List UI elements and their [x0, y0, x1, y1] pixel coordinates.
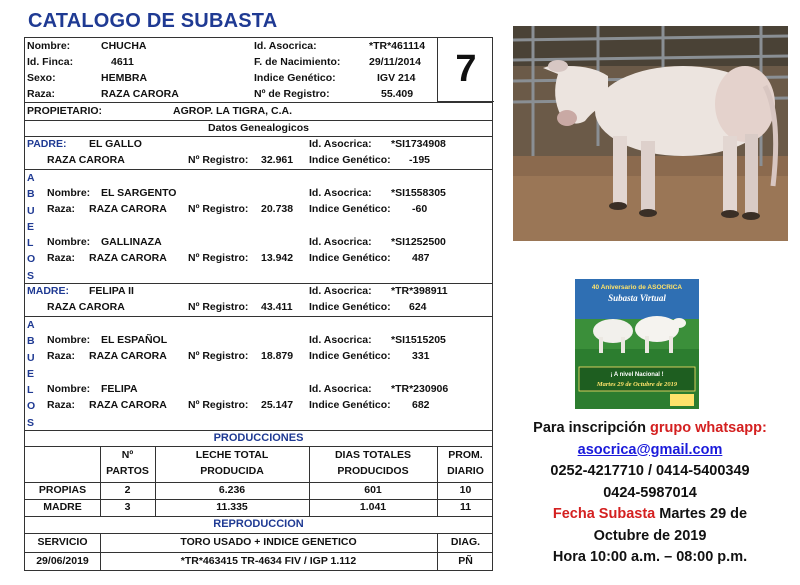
grupo-whatsapp-text: grupo whatsapp:: [650, 420, 767, 436]
fecha-label: Fecha Subasta: [552, 506, 656, 522]
animal-registro: 55.409: [381, 88, 414, 100]
poster-line3: ¡ A nivel Nacional !: [610, 372, 664, 378]
propietario-value: AGROP. LA TIGRA, C.A.: [173, 105, 293, 117]
reproduccion-servicio: 29/06/2019: [36, 555, 89, 567]
reproduccion-title: REPRODUCCION: [213, 518, 304, 530]
abuelo-paterno-2-asocrica: *SI1252500: [391, 236, 446, 248]
registro-label: Nº de Registro:: [254, 88, 330, 100]
cow-photo: [513, 26, 788, 241]
madre-asocrica: *TR*398911: [391, 285, 448, 297]
reproduccion-diag: PÑ: [458, 555, 473, 567]
hora-line: Hora 10:00 a.m. – 08:00 p.m.: [552, 549, 748, 565]
madre-registro: 43.411: [261, 301, 293, 313]
animal-row-4: [25, 86, 492, 102]
padre-row-2: [25, 152, 492, 168]
animal-genetico: IGV 214: [377, 72, 416, 84]
abuelo-paterno-2-row-1: Nombre: GALLINAZA Id. Asocrica: *SI1252500: [47, 236, 446, 248]
catalog-title: CATALOGO DE SUBASTA: [28, 10, 278, 32]
animal-nacimiento: 29/11/2014: [369, 56, 421, 68]
abuelo-paterno-1-row-2: Raza: RAZA CARORA Nº Registro: 20.738 Indice Genético: -60: [47, 203, 428, 215]
asocrica-label: Id. Asocrica:: [254, 40, 317, 52]
padre-label: PADRE:: [27, 138, 67, 150]
propietario-label: PROPIETARIO:: [27, 105, 103, 117]
nombre-label: Nombre:: [27, 40, 71, 52]
animal-name: CHUCHA: [101, 40, 147, 52]
fecha-line-2: Octubre de 2019: [593, 527, 707, 544]
abuelo-materno-1-asocrica: *SI1515205: [391, 334, 446, 346]
madre-raza: RAZA CARORA: [47, 301, 125, 313]
animal-sexo: HEMBRA: [101, 72, 148, 84]
sexo-label: Sexo:: [27, 72, 56, 84]
animal-row-1: [25, 38, 492, 54]
padre-raza: RAZA CARORA: [47, 154, 125, 166]
padre-asocrica-label: Id. Asocrica:: [309, 138, 372, 150]
poster-line4: Martes 29 de Octubre de 2019: [596, 381, 678, 388]
nacimiento-label: F. de Nacimiento:: [254, 56, 341, 68]
genealogy-title: Datos Genealogicos: [208, 122, 309, 134]
abuelos-paternos-letters: A B U E L O S: [27, 172, 36, 282]
padre-registro-label: Nº Registro:: [188, 154, 249, 166]
catalog-sheet: 7 Nombre: CHUCHA Id. Asocrica: *TR*461114 Id. Finca: 4611 F. de Nacimiento: 29/11/2014 Sexo: HEMBRA Indice Genético: IGV 214 Raza: RAZA CARORA Nº de Registro: 55.409 PROPIETARIO: AGROP. LA TIGRA, C.A. Datos Genealogicos PADRE: EL GALLO Id. Asocrica: *SI1734908 RAZA CARORA Nº Registro: 32.961 Indice Genético: -195 A B U E L O S Nombre: EL SARGENTO Id. Asocrica: *SI1558305 Raza: RAZA CARORA Nº Registro: 20.738 Indice Genético: -60 Nombre: GALLINAZA Id. Asocrica: *SI1252500 Raza: RAZA CARORA Nº Registro: 13.942 Indice Genético: 487 MADRE: FELIPA II Id. Asocrica: *TR*398911 RAZA CARORA Nº Registro: 43.411 Indice Genético: 624 A B U E L O S Nombre: EL ESPAÑOL Id. Asocrica: *SI1515205 Raza: RAZA CARORA Nº Registro: 18.879 Indice Genético: 331 Nombre: FELIPA Id. Asocrica: *TR*230906 Raza: RAZA CARORA Nº Registro: 25.147 Indice Genético: 682 PRODUCCIONES Nº PARTOS LECHE TOTAL PRODUCIDA DIAS TOTALES PRODUCIDOS PROM. DIARIO PROPIAS 2 6.236 601 10 MADRE 3 11.335 1.041 11 REPRODUCCION SERVICIO TORO USADO + INDICE GENETICO DIAG. 29/06/2019 *TR*463415 TR-4634 FIV / IGP 1.112 PÑ: [24, 37, 493, 571]
abuelo-paterno-2-registro: 13.942: [261, 252, 294, 264]
lot-number: 7: [437, 38, 494, 102]
animal-row-3: [25, 70, 492, 86]
abuelo-materno-2-asocrica: *TR*230906: [391, 383, 449, 395]
padre-registro: 32.961: [261, 154, 294, 166]
inscripcion-text: Para inscripción: [533, 420, 646, 436]
animal-asocrica: *TR*461114: [369, 40, 426, 52]
abuelo-materno-1-row-2: Raza: RAZA CARORA Nº Registro: 18.879 Indice Genético: 331: [47, 350, 430, 362]
email-link[interactable]: asocrica@gmail.com: [577, 441, 723, 458]
abuelo-materno-2-raza: RAZA CARORA: [89, 399, 167, 411]
fecha-value-1: Martes 29 de: [659, 506, 748, 522]
abuelo-paterno-1-name: EL SARGENTO: [101, 187, 177, 199]
abuelo-paterno-2-row-2: Raza: RAZA CARORA Nº Registro: 13.942 Indice Genético: 487: [47, 252, 430, 264]
madre-row-1: MADRE: FELIPA II Id. Asocrica: *TR*398911: [27, 285, 448, 297]
genetico-label: Indice Genético:: [254, 72, 336, 84]
madre-name: FELIPA II: [89, 285, 134, 297]
fecha-line: [500, 504, 800, 526]
padre-genetico-label: Indice Genético:: [309, 154, 391, 166]
abuelo-materno-2-row-1: Nombre: FELIPA Id. Asocrica: *TR*230906: [47, 383, 449, 395]
abuelo-materno-1-raza: RAZA CARORA: [89, 350, 167, 362]
abuelo-materno-1-registro: 18.879: [261, 350, 294, 362]
poster-line2: Subasta Virtual: [608, 293, 666, 303]
poster-line1: 40 Aniversario de ASOCRICA: [591, 284, 683, 291]
abuelo-materno-2-row-2: Raza: RAZA CARORA Nº Registro: 25.147 Indice Genético: 682: [47, 399, 430, 411]
abuelo-paterno-2-genetico: 487: [412, 252, 430, 264]
padre-name: EL GALLO: [89, 138, 142, 150]
auction-poster: [575, 279, 699, 409]
reproduccion-toro: *TR*463415 TR-4634 FIV / IGP 1.112: [180, 555, 357, 567]
phone-line-1: 0252-4217710 / 0414-5400349: [550, 463, 750, 479]
madre-label: MADRE:: [27, 285, 69, 297]
phone-line-2: 0424-5987014: [603, 484, 697, 501]
animal-row-2: [25, 54, 492, 70]
abuelo-paterno-2-name: GALLINAZA: [101, 236, 162, 248]
finca-label: Id. Finca:: [27, 56, 74, 68]
padre-asocrica: *SI1734908: [391, 138, 446, 150]
madre-row-2: RAZA CARORA Nº Registro: 43.411 Indice Genético: 624: [47, 301, 427, 313]
raza-label: Raza:: [27, 88, 56, 100]
abuelo-paterno-1-registro: 20.738: [261, 203, 294, 215]
padre-genetico: -195: [409, 154, 431, 166]
contact-info: [500, 418, 800, 569]
abuelo-paterno-2-raza: RAZA CARORA: [89, 252, 167, 264]
padre-row-1: [25, 136, 492, 152]
abuelo-materno-1-name: EL ESPAÑOL: [101, 334, 168, 346]
abuelo-paterno-1-genetico: -60: [412, 203, 428, 215]
abuelo-paterno-1-raza: RAZA CARORA: [89, 203, 167, 215]
inscripcion-line: [500, 418, 800, 440]
producciones-title: PRODUCCIONES: [213, 432, 304, 444]
abuelo-materno-2-registro: 25.147: [261, 399, 294, 411]
madre-genetico: 624: [409, 301, 427, 313]
abuelo-paterno-1-asocrica: *SI1558305: [391, 187, 446, 199]
abuelo-materno-2-name: FELIPA: [101, 383, 138, 395]
abuelo-materno-1-genetico: 331: [412, 350, 430, 362]
animal-raza: RAZA CARORA: [101, 88, 179, 100]
animal-finca: 4611: [111, 56, 134, 68]
abuelos-maternos-letters: A B U E L O S: [27, 319, 36, 429]
propietario-row: [25, 103, 492, 119]
abuelo-materno-2-genetico: 682: [412, 399, 430, 411]
abuelo-paterno-1-row-1: Nombre: EL SARGENTO Id. Asocrica: *SI1558305: [47, 187, 446, 199]
abuelo-materno-1-row-1: Nombre: EL ESPAÑOL Id. Asocrica: *SI1515205: [47, 334, 446, 346]
